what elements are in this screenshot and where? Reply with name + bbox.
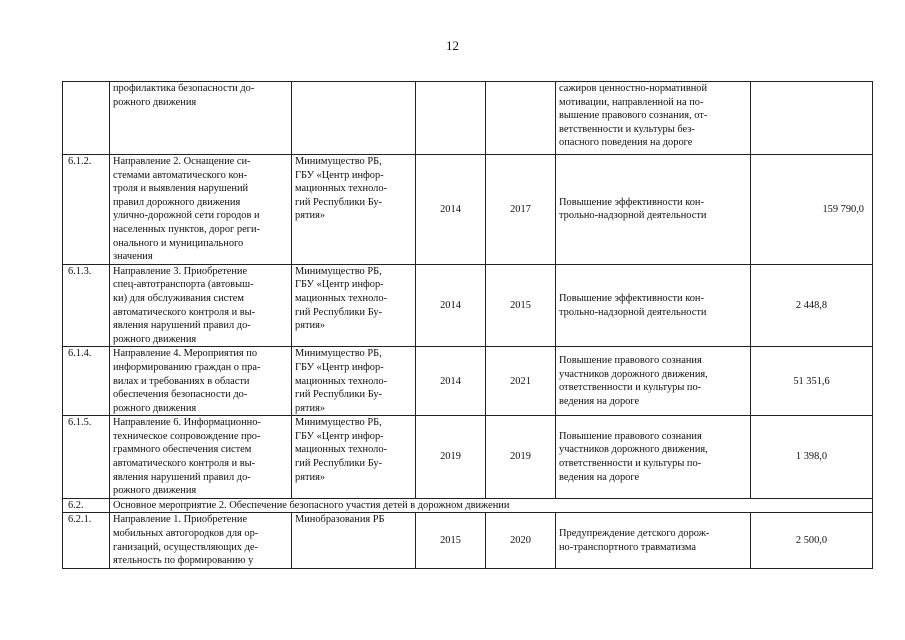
funding-cell: 51 351,6 <box>751 347 873 416</box>
table-row <box>63 264 873 347</box>
table-row <box>63 513 873 568</box>
end-year-cell: 2017 <box>486 155 556 265</box>
table-row <box>63 416 873 499</box>
end-year-cell: 2021 <box>486 347 556 416</box>
table-row <box>63 82 873 155</box>
direction-cell: Направление 3. Приобретение спец-автотранспорта (автовыш- ки) для обслуживания систем автоматического контроля и вы- явления нарушений правил до- рожного движения <box>110 264 292 347</box>
table-row <box>63 155 873 265</box>
start-year-cell: 2014 <box>416 347 486 416</box>
end-year-cell: 2015 <box>486 264 556 347</box>
executor-cell <box>292 82 416 155</box>
executor-cell: Минимущество РБ, ГБУ «Центр инфор- мационных техноло- гий Республики Бу- рятия» <box>292 416 416 499</box>
row-number: 6.1.5. <box>63 416 110 499</box>
start-year-cell: 2014 <box>416 264 486 347</box>
row-number: 6.1.3. <box>63 264 110 347</box>
funding-cell: 1 398,0 <box>751 416 873 499</box>
section-title: Основное мероприятие 2. Обеспечение безопасного участия детей в дорожном движении <box>110 498 873 513</box>
direction-cell: Направление 1. Приобретение мобильных автогородков для ор- ганизаций, осуществляющих де- ятельность по формированию у <box>110 513 292 568</box>
page-number: 12 <box>446 38 459 53</box>
table-row <box>63 347 873 416</box>
row-number <box>63 82 110 155</box>
end-year-cell: 2019 <box>486 416 556 499</box>
start-year-cell: 2014 <box>416 155 486 265</box>
funding-cell: 159 790,0 <box>751 155 873 265</box>
end-year-cell: 2020 <box>486 513 556 568</box>
row-number: 6.1.2. <box>63 155 110 265</box>
row-number: 6.2.1. <box>63 513 110 568</box>
row-number: 6.2. <box>63 498 110 513</box>
executor-cell: Минимущество РБ, ГБУ «Центр инфор- мационных техноло- гий Республики Бу- рятия» <box>292 264 416 347</box>
direction-cell: профилактика безопасности до- рожного движения <box>110 82 292 155</box>
start-year-cell: 2019 <box>416 416 486 499</box>
executor-cell: Минимущество РБ, ГБУ «Центр инфор- мационных техноло- гий Республики Бу- рятия» <box>292 155 416 265</box>
result-cell: Повышение правового сознания участников дорожного движения, ответственности и культуры по- ведения на дороге <box>556 347 751 416</box>
result-cell: сажиров ценностно-нормативной мотивации, направленной на по- вышение правового сознания, от- ветственности и культуры без- опасного поведения на дороге <box>556 82 751 155</box>
result-cell: Повышение правового сознания участников дорожного движения, ответственности и культуры по- ведения на дороге <box>556 416 751 499</box>
funding-cell: 2 448,8 <box>751 264 873 347</box>
result-cell: Повышение эффективности кон- трольно-надзорной деятельности <box>556 264 751 347</box>
start-year-cell <box>416 82 486 155</box>
funding-cell: 2 500,0 <box>751 513 873 568</box>
result-cell: Предупреждение детского дорож- но-транспортного травматизма <box>556 513 751 568</box>
row-number: 6.1.4. <box>63 347 110 416</box>
funding-cell <box>751 82 873 155</box>
direction-cell: Направление 4. Мероприятия по информированию граждан о пра- вилах и требованиях в области обеспечения безопасности до- рожного движения <box>110 347 292 416</box>
direction-cell: Направление 6. Информационно- техническое сопровождение про- граммного обеспечения систем автоматического контроля и вы- явления нарушений правил до- рожного движения <box>110 416 292 499</box>
start-year-cell: 2015 <box>416 513 486 568</box>
program-table <box>62 81 873 569</box>
result-cell: Повышение эффективности кон- трольно-надзорной деятельности <box>556 155 751 265</box>
executor-cell: Минимущество РБ, ГБУ «Центр инфор- мационных техноло- гий Республики Бу- рятия» <box>292 347 416 416</box>
section-row <box>63 498 873 513</box>
end-year-cell <box>486 82 556 155</box>
direction-cell: Направление 2. Оснащение си- стемами автоматического кон- троля и выявления нарушений правил дорожного движения улично-дорожной сети городов и населенных пунктов, дорог реги- онального и муниципального значения <box>110 155 292 265</box>
executor-cell: Минобразования РБ <box>292 513 416 568</box>
